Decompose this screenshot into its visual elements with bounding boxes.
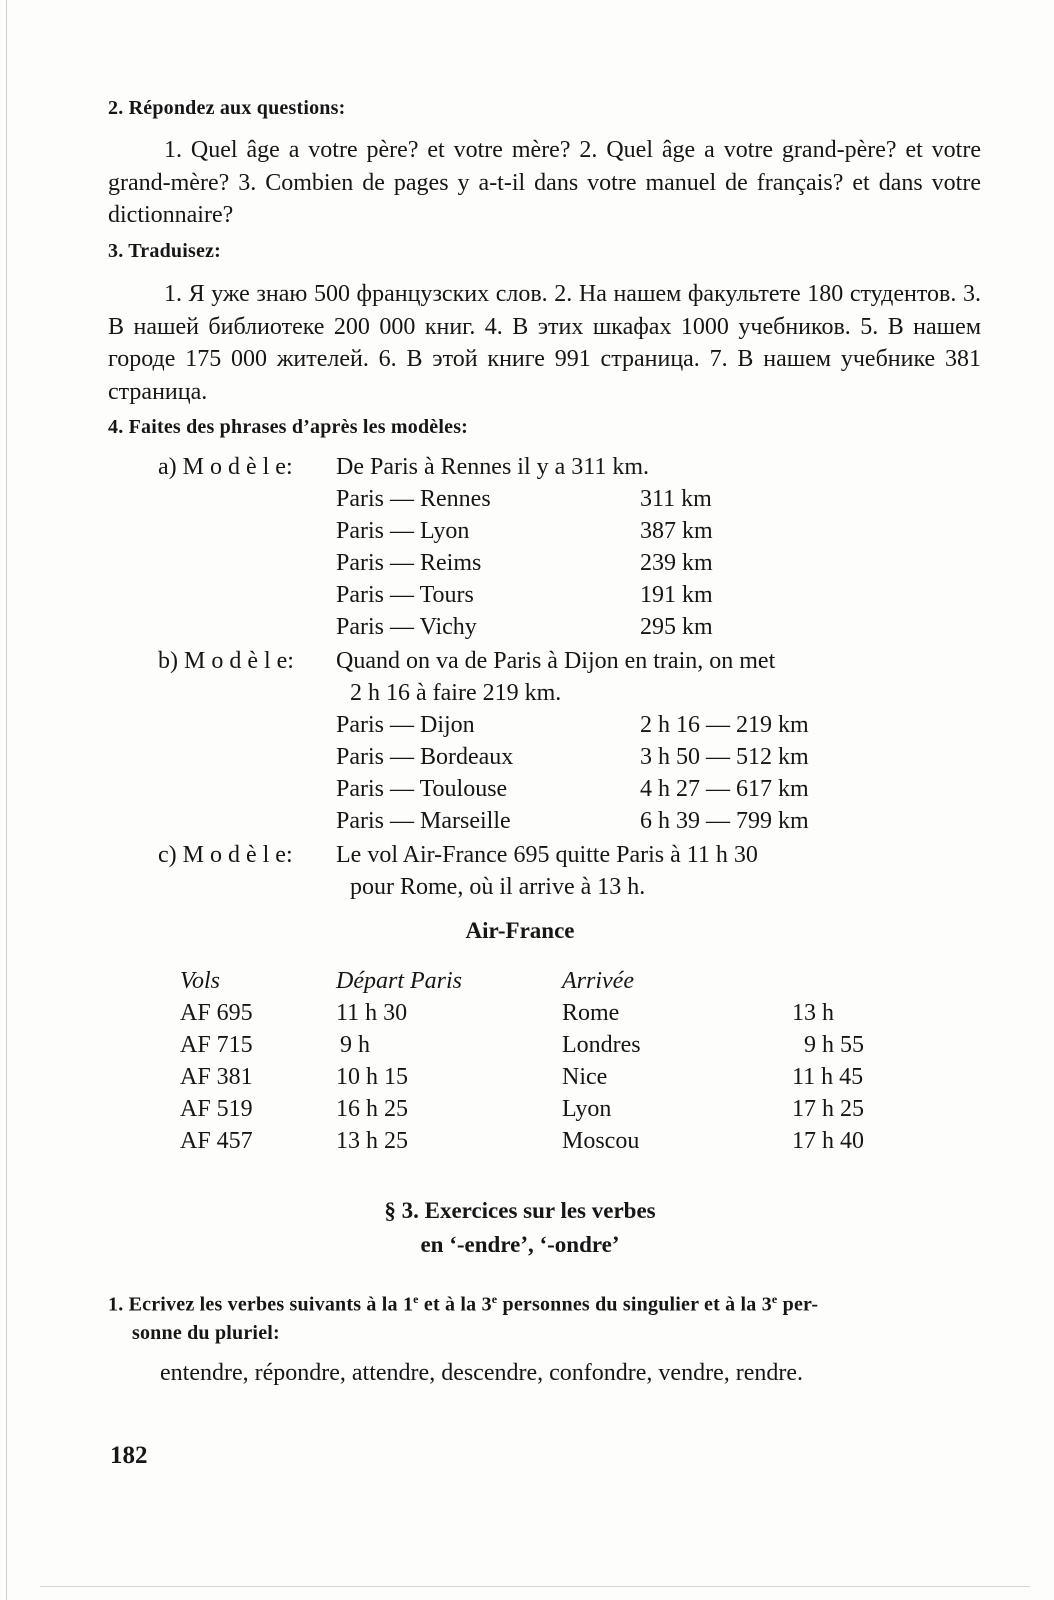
- model-a-route: Paris — Vichy: [336, 614, 477, 640]
- exercise-3-text: 1. Я уже знаю 500 французских слов. 2. На нашем факультете 180 студентов. 3. В нашей библиотеке 200 000 книг. 4. В этих шкафах 1000 учебников. 5. В нашем городе 175 000 жителей. 6. В этой книге 991 страница. 7. В нашем учебнике 381 страница.: [108, 281, 981, 405]
- timetable-departure: 11 h 30: [336, 1000, 408, 1026]
- model-b-sentence-line2: 2 h 16 à faire 219 km.: [350, 680, 562, 706]
- timetable-header-arrivee: Arrivée: [562, 968, 634, 994]
- model-a-label: a) M o d è l e:: [158, 454, 293, 480]
- model-b-value: 4 h 27 — 617 km: [640, 776, 809, 802]
- exercise-4-heading: 4. Faites des phrases d’après les modèles:: [108, 416, 469, 438]
- timetable-city: Londres: [562, 1032, 641, 1058]
- timetable-flight: AF 457: [180, 1128, 253, 1154]
- model-a-sentence: De Paris à Rennes il y a 311 km.: [336, 454, 650, 480]
- model-a-value: 311 km: [640, 486, 712, 512]
- model-a-value: 295 km: [640, 614, 713, 640]
- timetable-flight: AF 695: [180, 1000, 253, 1026]
- model-b-route: Paris — Toulouse: [336, 776, 508, 802]
- exercise-verbs-heading-line2: sonne du pluriel:: [132, 1322, 280, 1344]
- model-a-route: Paris — Lyon: [336, 518, 470, 544]
- page-edge-left: [6, 0, 7, 1600]
- exercise-3-heading: 3. Traduisez:: [108, 240, 221, 262]
- model-c-label: c) M o d è l e:: [158, 842, 293, 868]
- model-b-route: Paris — Marseille: [336, 808, 511, 834]
- timetable-flight: AF 519: [180, 1096, 253, 1122]
- model-a-value: 239 km: [640, 550, 713, 576]
- timetable-departure: 13 h 25: [336, 1128, 408, 1154]
- page-number: 182: [110, 1442, 148, 1469]
- page-edge-bottom: [40, 1586, 1030, 1587]
- model-a-value: 387 km: [640, 518, 713, 544]
- exercise-verbs-list: entendre, répondre, attendre, descendre, confondre, vendre, rendre.: [160, 1360, 804, 1386]
- model-b-value: 2 h 16 — 219 km: [640, 712, 809, 738]
- model-b-route: Paris — Dijon: [336, 712, 475, 738]
- model-a-route: Paris — Tours: [336, 582, 474, 608]
- model-b-value: 3 h 50 — 512 km: [640, 744, 809, 770]
- model-a-value: 191 km: [640, 582, 713, 608]
- timetable-city: Rome: [562, 1000, 620, 1026]
- model-a-route: Paris — Rennes: [336, 486, 491, 512]
- section-title-line2: en ‘-endre’, ‘-ondre’: [420, 1232, 620, 1257]
- timetable-arrival: 9 h 55: [804, 1032, 864, 1058]
- timetable-city: Moscou: [562, 1128, 640, 1154]
- model-b-sentence-line1: Quand on va de Paris à Dijon en train, on met: [336, 648, 776, 674]
- timetable-title: Air-France: [465, 918, 575, 943]
- timetable-arrival: 11 h 45: [792, 1064, 864, 1090]
- section-title-line1: § 3. Exercices sur les verbes: [384, 1198, 656, 1223]
- model-b-label: b) M o d è l e:: [158, 648, 294, 674]
- model-b-route: Paris — Bordeaux: [336, 744, 514, 770]
- timetable-flight: AF 381: [180, 1064, 253, 1090]
- timetable-departure: 16 h 25: [336, 1096, 408, 1122]
- timetable-arrival: 17 h 25: [792, 1096, 864, 1122]
- exercise-2-heading: 2. Répondez aux questions:: [108, 97, 346, 119]
- timetable-departure: 10 h 15: [336, 1064, 408, 1090]
- exercise-2-text: 1. Quel âge a votre père? et votre mère? 2. Quel âge a votre grand-père? et votre grand-mère? 3. Combien de pages y a-t-il dans votre manuel de français? et dans votre dictionnaire?: [108, 137, 981, 228]
- timetable-flight: AF 715: [180, 1032, 253, 1058]
- timetable-departure: 9 h: [340, 1032, 370, 1058]
- exercise-verbs-heading: 1. Ecrivez les verbes suivants à la 1e et à la 3e personnes du singulier et à la 3e per-: [108, 1292, 819, 1316]
- model-c-sentence-line1: Le vol Air-France 695 quitte Paris à 11 h 30: [336, 842, 758, 868]
- timetable-city: Lyon: [562, 1096, 612, 1122]
- timetable-arrival: 17 h 40: [792, 1128, 864, 1154]
- timetable-arrival: 13 h: [792, 1000, 834, 1026]
- timetable-header-vols: Vols: [180, 968, 221, 994]
- model-a-route: Paris — Reims: [336, 550, 482, 576]
- timetable-header-depart: Départ Paris: [336, 968, 462, 994]
- model-c-sentence-line2: pour Rome, où il arrive à 13 h.: [350, 874, 646, 900]
- model-b-value: 6 h 39 — 799 km: [640, 808, 809, 834]
- timetable-city: Nice: [562, 1064, 608, 1090]
